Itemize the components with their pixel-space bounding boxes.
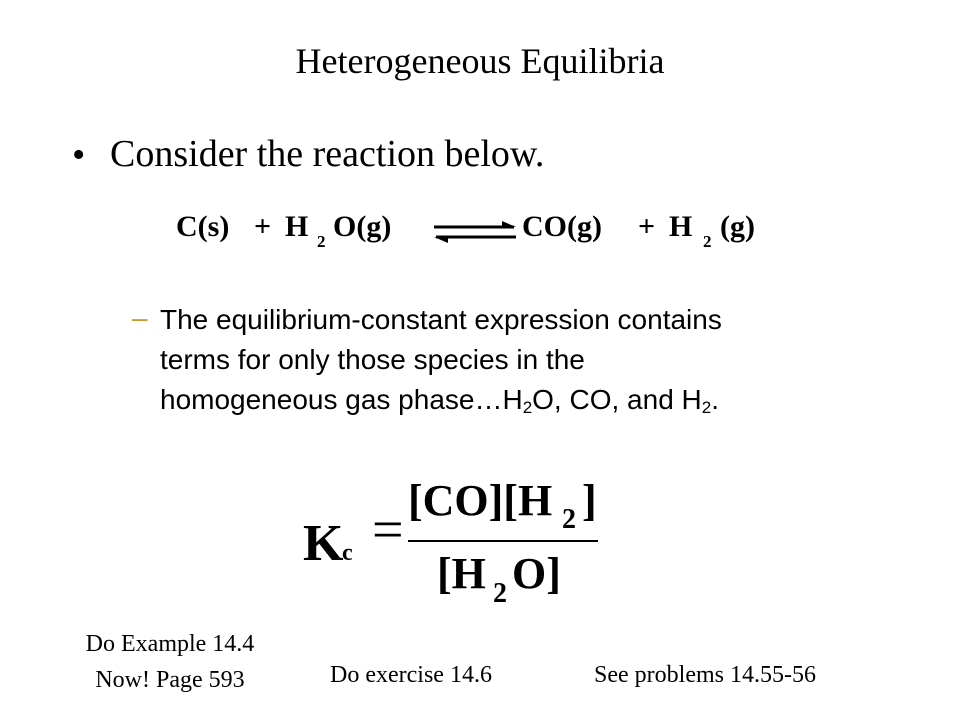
bullet-dot: • (72, 134, 86, 176)
kc-k: K (303, 515, 344, 572)
plus-sign-1: + (254, 210, 272, 243)
reactant-carbon: C(s) (176, 210, 230, 243)
plus-sign-2: + (638, 210, 656, 243)
product-co: CO(g) (522, 210, 602, 243)
kc-equals: = (372, 499, 404, 561)
subpoint-line-1: The equilibrium-constant expression contains (160, 304, 722, 335)
kc-subscript: c (342, 540, 353, 566)
product-hydrogen-h: H (669, 210, 693, 243)
equilibrium-arrows-icon (432, 220, 518, 244)
reactant-water-h: H (285, 210, 309, 243)
kc-numerator-close: ] (582, 476, 597, 525)
fraction-bar (408, 540, 598, 542)
footer-example-line-1: Do Example 14.4 (85, 631, 255, 657)
bullet-text: Consider the reaction below. (110, 133, 545, 175)
kc-numerator-main: [CO][H (408, 476, 553, 525)
subpoint-dash: – (132, 302, 148, 333)
footer-example-line-2: Now! Page 593 (95, 667, 245, 693)
kc-numerator-subscript: 2 (562, 504, 576, 535)
kc-denominator-subscript: 2 (493, 578, 507, 609)
footer-problems-note: See problems 14.55-56 (594, 662, 816, 688)
kc-denominator-main: [H (437, 549, 486, 598)
subpoint-text (160, 300, 920, 420)
footer-exercise-note: Do exercise 14.6 (330, 662, 492, 688)
subpoint-line-3: homogeneous gas $phase\dots H_2O$, CO, and $H_2$. (160, 384, 720, 417)
product-hydrogen-rest: (g) (720, 210, 755, 243)
reactant-water-rest: O(g) (333, 210, 392, 243)
product-hydrogen-subscript: 2 (703, 232, 712, 251)
slide-title: Heterogeneous Equilibria (295, 41, 665, 81)
footer-example-note (60, 626, 280, 698)
kc-denominator-rest: O] (512, 549, 561, 598)
reactant-water-subscript: 2 (317, 232, 326, 251)
subpoint-line-2: terms for only those species in the (160, 344, 585, 375)
